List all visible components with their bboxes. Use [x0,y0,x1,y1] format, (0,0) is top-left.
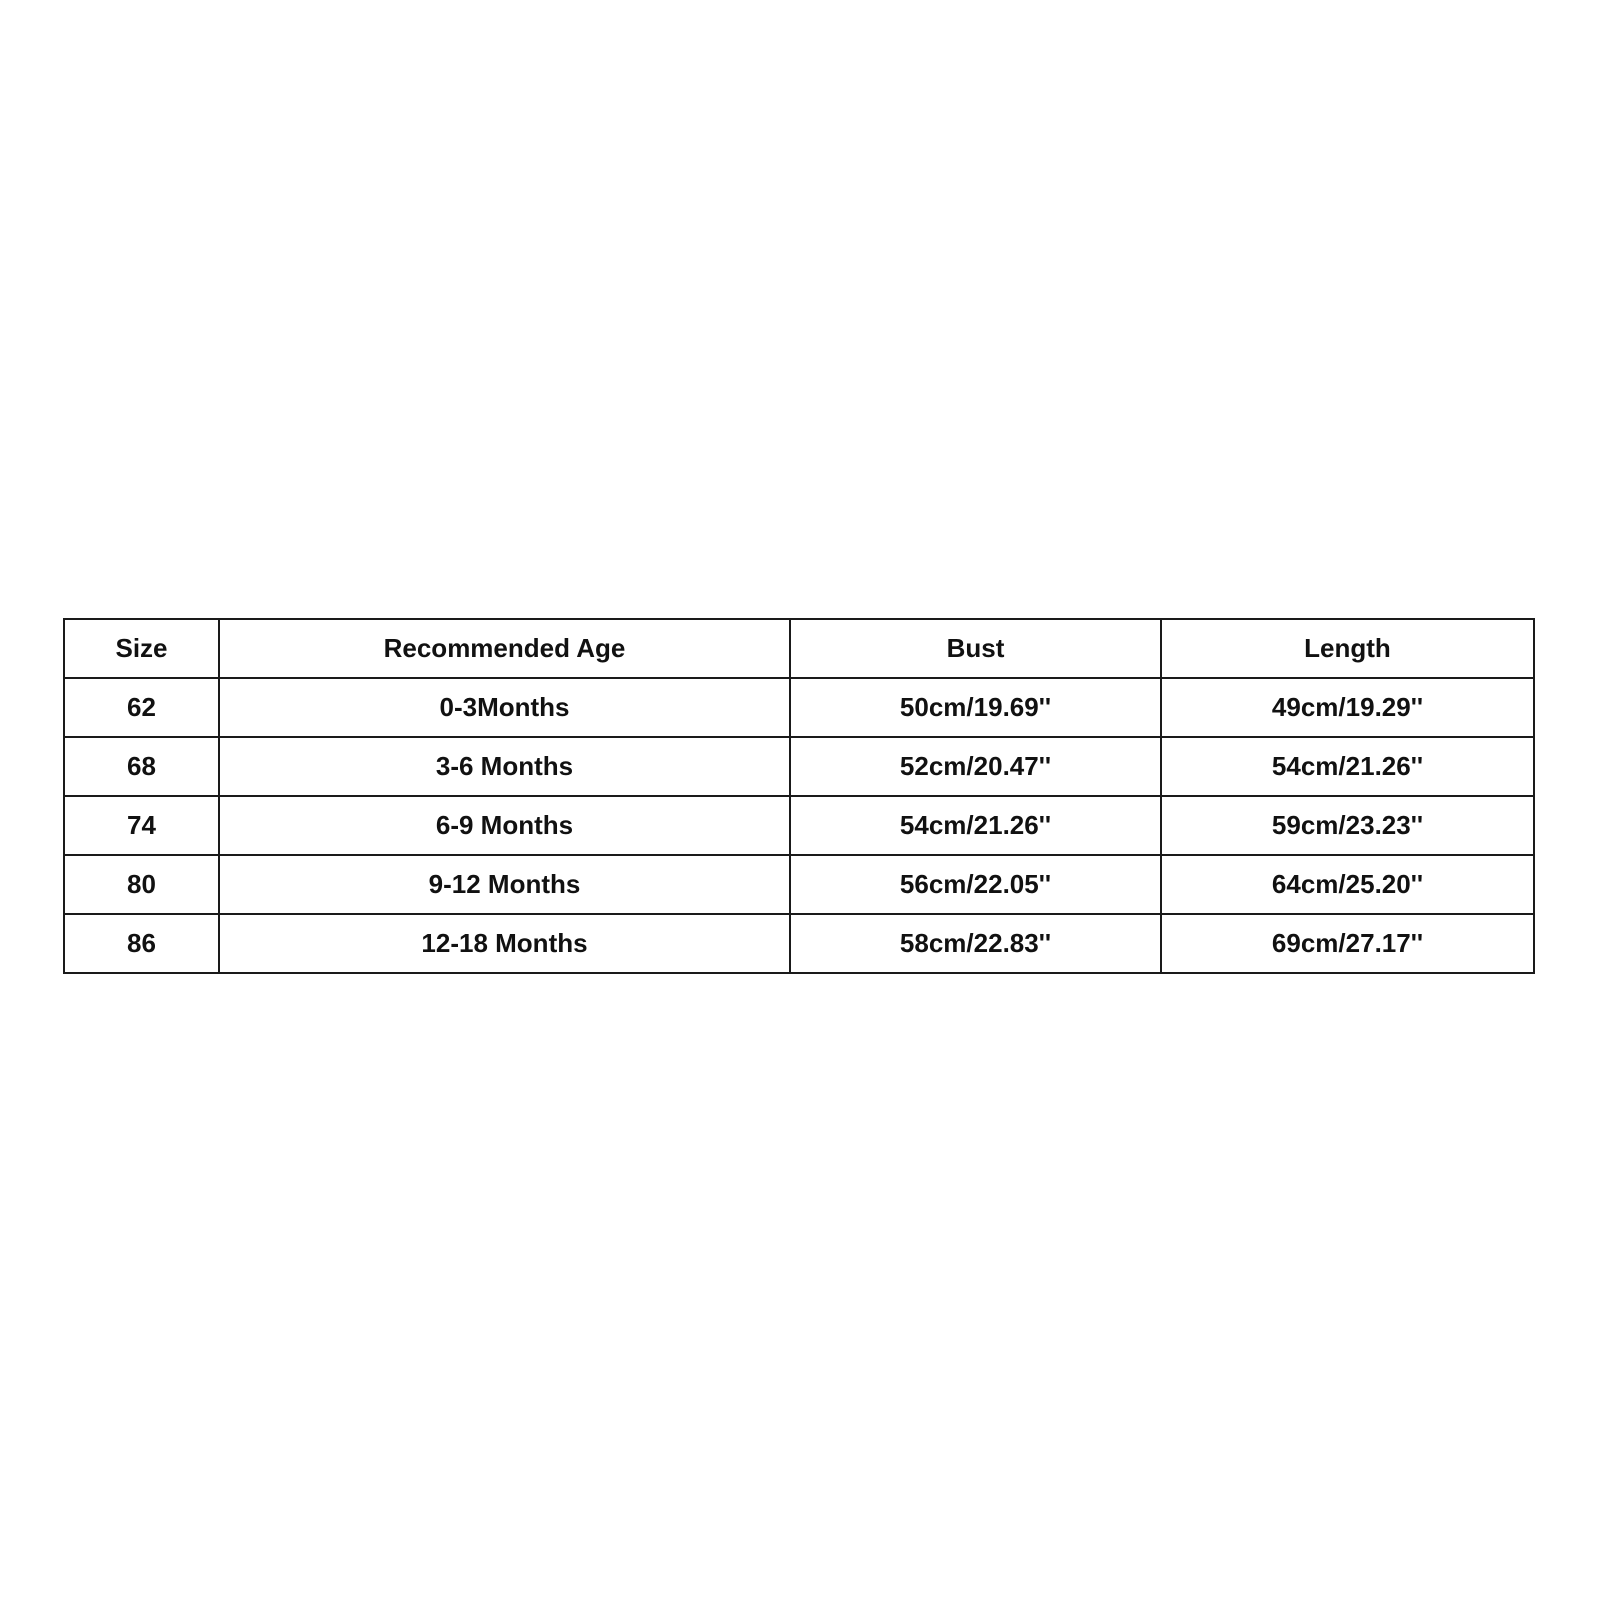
cell-bust: 50cm/19.69'' [790,678,1161,737]
header-row [64,619,1534,678]
cell-size: 68 [64,737,219,796]
cell-length: 69cm/27.17'' [1161,914,1534,973]
size-chart-table [63,618,1535,974]
cell-length: 49cm/19.29'' [1161,678,1534,737]
cell-age: 9-12 Months [219,855,790,914]
cell-age: 0-3Months [219,678,790,737]
cell-bust: 54cm/21.26'' [790,796,1161,855]
cell-bust: 58cm/22.83'' [790,914,1161,973]
header-recommended-age: Recommended Age [219,619,790,678]
table-row [64,855,1534,914]
cell-age: 12-18 Months [219,914,790,973]
cell-age: 6-9 Months [219,796,790,855]
cell-length: 54cm/21.26'' [1161,737,1534,796]
cell-length: 59cm/23.23'' [1161,796,1534,855]
cell-bust: 52cm/20.47'' [790,737,1161,796]
table-row [64,737,1534,796]
header-size: Size [64,619,219,678]
cell-length: 64cm/25.20'' [1161,855,1534,914]
cell-bust: 56cm/22.05'' [790,855,1161,914]
size-chart-header [64,619,1534,678]
table-row [64,796,1534,855]
header-length: Length [1161,619,1534,678]
cell-size: 80 [64,855,219,914]
header-bust: Bust [790,619,1161,678]
cell-size: 74 [64,796,219,855]
cell-age: 3-6 Months [219,737,790,796]
cell-size: 62 [64,678,219,737]
cell-size: 86 [64,914,219,973]
table-row [64,914,1534,973]
table-row [64,678,1534,737]
size-chart-body [64,678,1534,973]
